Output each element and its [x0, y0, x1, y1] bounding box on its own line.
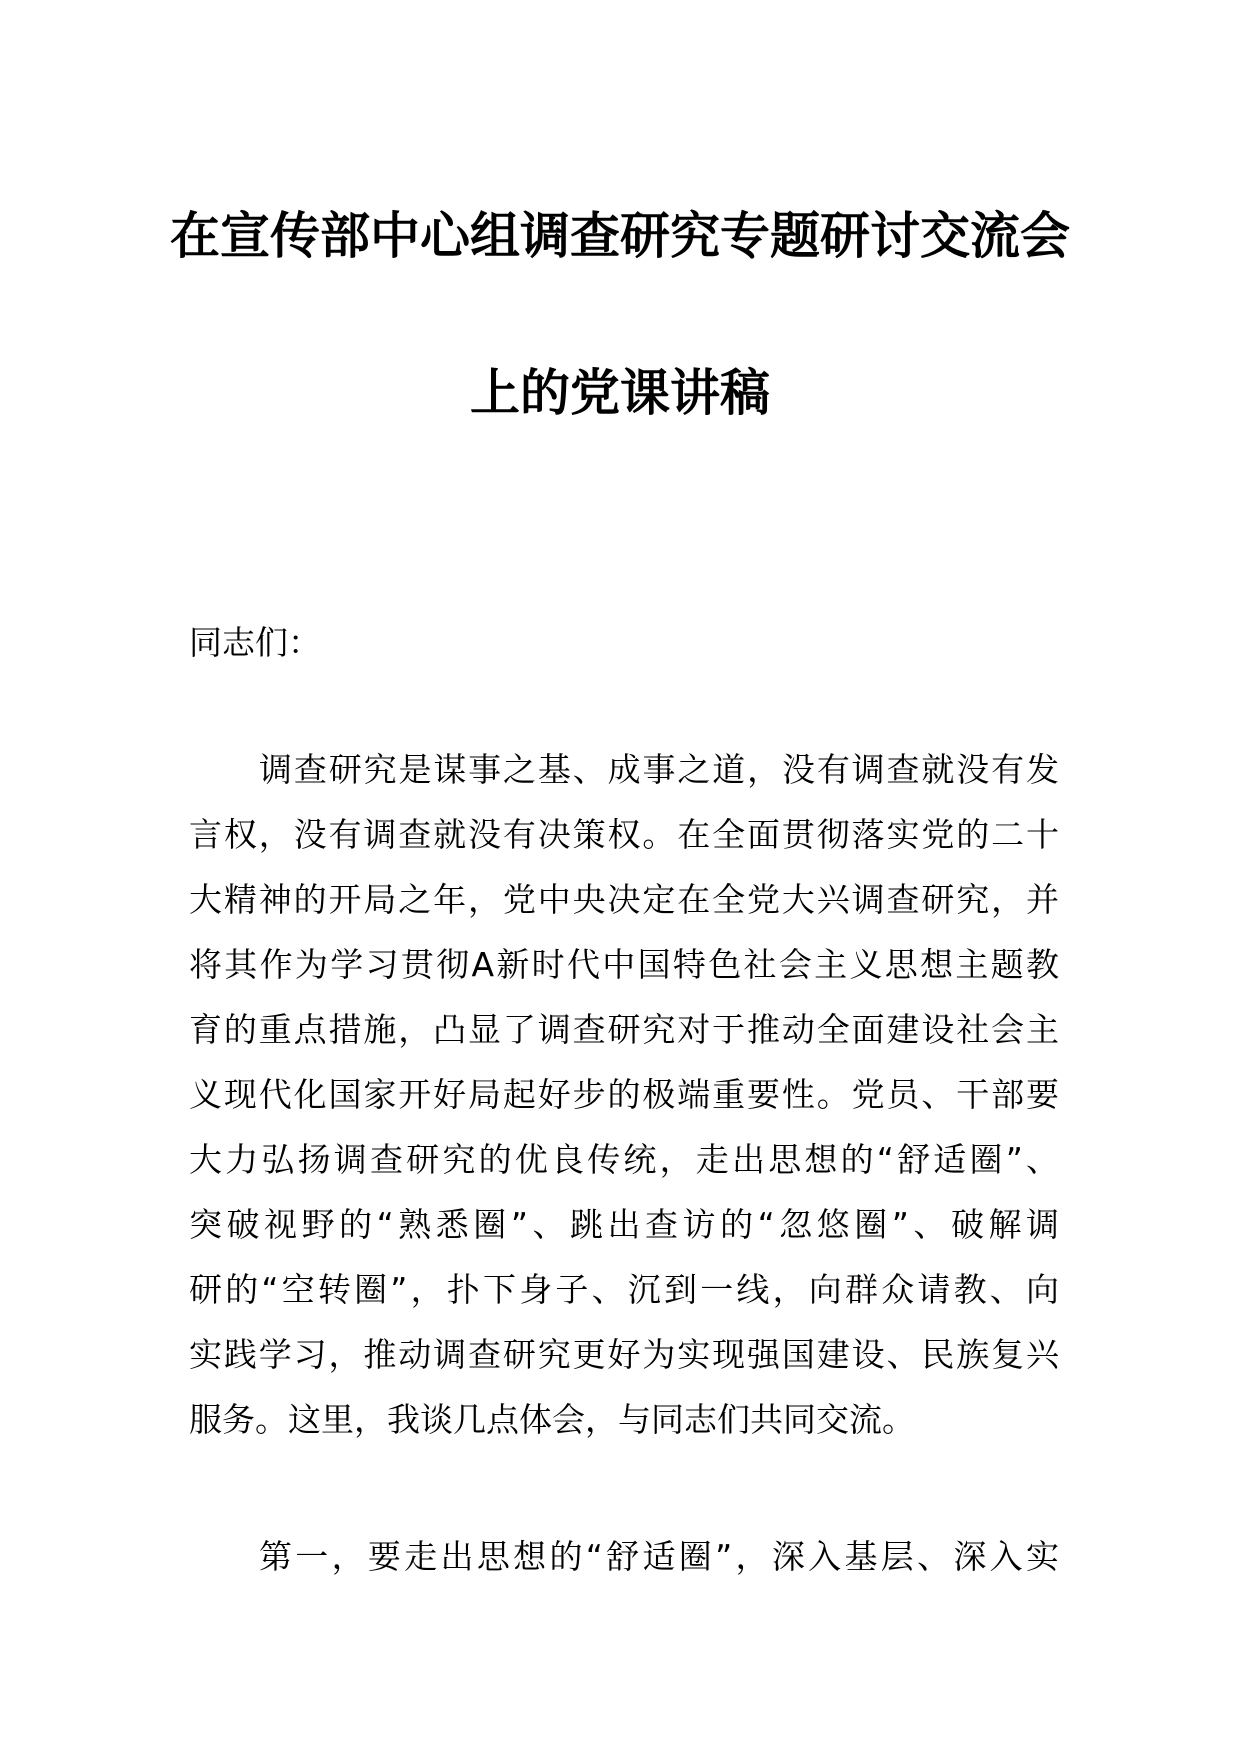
paragraph-line: 突破视野的“熟悉圈”、跳出查访的“忽悠圈”、破解调 [189, 1205, 1059, 1244]
paragraph-line: 研的“空转圈”，扑下身子、沉到一线，向群众请教、向 [189, 1270, 1059, 1309]
paragraph-line: 服务。这里，我谈几点体会，与同志们共同交流。 [189, 1400, 915, 1439]
paragraph-line: 将其作为学习贯彻A新时代中国特色社会主义思想主题教 [189, 945, 1059, 984]
paragraph-line: 言权，没有调查就没有决策权。在全面贯彻落实党的二十 [189, 815, 1059, 854]
greeting: 同志们： [189, 623, 321, 662]
document-title-line-2: 上的党课讲稿 [470, 364, 770, 422]
paragraph-line: 调查研究是谋事之基、成事之道，没有调查就没有发 [259, 750, 1059, 789]
paragraph-line: 育的重点措施，凸显了调查研究对于推动全面建设社会主 [189, 1010, 1059, 1049]
paragraph-line: 实践学习，推动调查研究更好为实现强国建设、民族复兴 [189, 1335, 1059, 1374]
paragraph-line: 第一，要走出思想的“舒适圈”，深入基层、深入实 [259, 1537, 1059, 1576]
document-title-line-1: 在宣传部中心组调查研究专题研讨交流会 [170, 207, 1070, 265]
paragraph-line: 大力弘扬调查研究的优良传统，走出思想的“舒适圈”、 [189, 1140, 1059, 1179]
paragraph-line: 义现代化国家开好局起好步的极端重要性。党员、干部要 [189, 1075, 1059, 1114]
paragraph-line: 大精神的开局之年，党中央决定在全党大兴调查研究，并 [189, 880, 1059, 919]
